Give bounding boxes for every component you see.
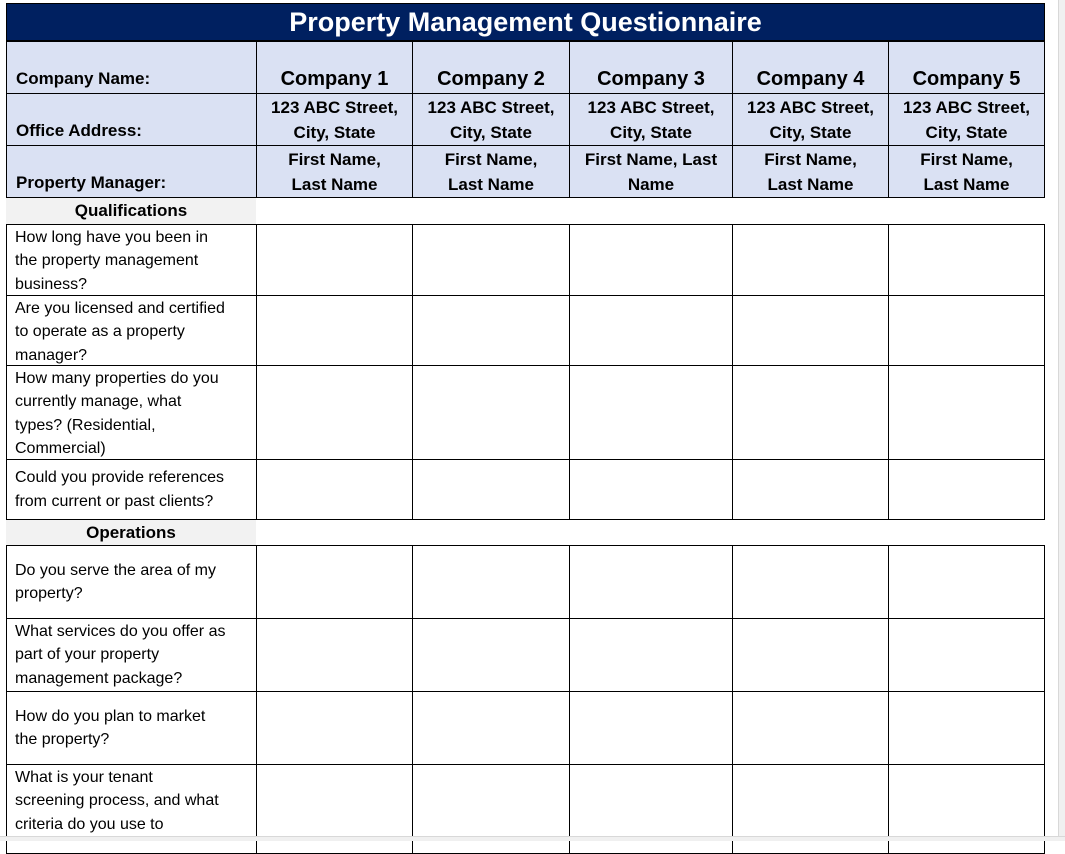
answer-cell[interactable] <box>888 365 1045 460</box>
answer-cell[interactable] <box>569 545 733 619</box>
answer-cell[interactable] <box>256 691 413 765</box>
answer-cell[interactable] <box>732 459 889 520</box>
answer-cell[interactable] <box>256 545 413 619</box>
company-manager-cell[interactable]: First Name, Last Name <box>412 145 570 198</box>
answer-cell[interactable] <box>732 224 889 296</box>
answer-cell[interactable] <box>888 545 1045 619</box>
question-text: What services do you offer as part of your property management package? <box>6 618 257 692</box>
section-heading-qualifications: Qualifications <box>6 198 256 224</box>
question-text: How long have you been in the property management business? <box>6 224 257 296</box>
answer-cell[interactable] <box>732 618 889 692</box>
company-manager-cell[interactable]: First Name, Last Name <box>569 145 733 198</box>
answer-cell[interactable] <box>888 459 1045 520</box>
question-text: Are you licensed and certified to operate as a property manager? <box>6 295 257 366</box>
property-manager-label: Property Manager: <box>6 145 257 198</box>
company-address-cell[interactable]: 123 ABC Street, City, State <box>732 93 889 146</box>
company-name-cell[interactable]: Company 5 <box>888 41 1045 94</box>
section-heading-operations: Operations <box>6 520 256 546</box>
answer-cell[interactable] <box>732 691 889 765</box>
page-title: Property Management Questionnaire <box>6 3 1045 41</box>
answer-cell[interactable] <box>732 295 889 366</box>
question-text: What is your tenant screening process, and what criteria do you use to <box>6 764 257 854</box>
answer-cell[interactable] <box>732 365 889 460</box>
company-name-cell[interactable]: Company 3 <box>569 41 733 94</box>
company-address-cell[interactable]: 123 ABC Street, City, State <box>256 93 413 146</box>
answer-cell[interactable] <box>256 224 413 296</box>
answer-cell[interactable] <box>256 295 413 366</box>
company-name-cell[interactable]: Company 4 <box>732 41 889 94</box>
company-address-cell[interactable]: 123 ABC Street, City, State <box>412 93 570 146</box>
answer-cell[interactable] <box>412 224 570 296</box>
answer-cell[interactable] <box>732 545 889 619</box>
answer-cell[interactable] <box>412 545 570 619</box>
company-manager-cell[interactable]: First Name, Last Name <box>732 145 889 198</box>
company-manager-cell[interactable]: First Name, Last Name <box>888 145 1045 198</box>
company-address-cell[interactable]: 123 ABC Street, City, State <box>888 93 1045 146</box>
horizontal-scrollbar[interactable] <box>0 836 1065 841</box>
company-manager-cell[interactable]: First Name, Last Name <box>256 145 413 198</box>
answer-cell[interactable] <box>412 365 570 460</box>
company-name-cell[interactable]: Company 2 <box>412 41 570 94</box>
answer-cell[interactable] <box>256 618 413 692</box>
question-text: Do you serve the area of my property? <box>6 545 257 619</box>
answer-cell[interactable] <box>412 459 570 520</box>
answer-cell[interactable] <box>888 295 1045 366</box>
question-text: How many properties do you currently manage, what types? (Residential, Commercial) <box>6 365 257 460</box>
company-address-cell[interactable]: 123 ABC Street, City, State <box>569 93 733 146</box>
answer-cell[interactable] <box>412 691 570 765</box>
answer-cell[interactable] <box>888 618 1045 692</box>
answer-cell[interactable] <box>412 295 570 366</box>
company-name-label: Company Name: <box>6 41 257 94</box>
answer-cell[interactable] <box>888 224 1045 296</box>
answer-cell[interactable] <box>569 365 733 460</box>
question-text: Could you provide references from current or past clients? <box>6 459 257 520</box>
question-text: How do you plan to market the property? <box>6 691 257 765</box>
answer-cell[interactable] <box>569 224 733 296</box>
answer-cell[interactable] <box>569 295 733 366</box>
answer-cell[interactable] <box>569 691 733 765</box>
company-name-cell[interactable]: Company 1 <box>256 41 413 94</box>
answer-cell[interactable] <box>888 691 1045 765</box>
vertical-scrollbar[interactable] <box>1058 0 1065 841</box>
answer-cell[interactable] <box>569 618 733 692</box>
office-address-label: Office Address: <box>6 93 257 146</box>
answer-cell[interactable] <box>569 459 733 520</box>
answer-cell[interactable] <box>412 618 570 692</box>
answer-cell[interactable] <box>256 459 413 520</box>
answer-cell[interactable] <box>256 365 413 460</box>
